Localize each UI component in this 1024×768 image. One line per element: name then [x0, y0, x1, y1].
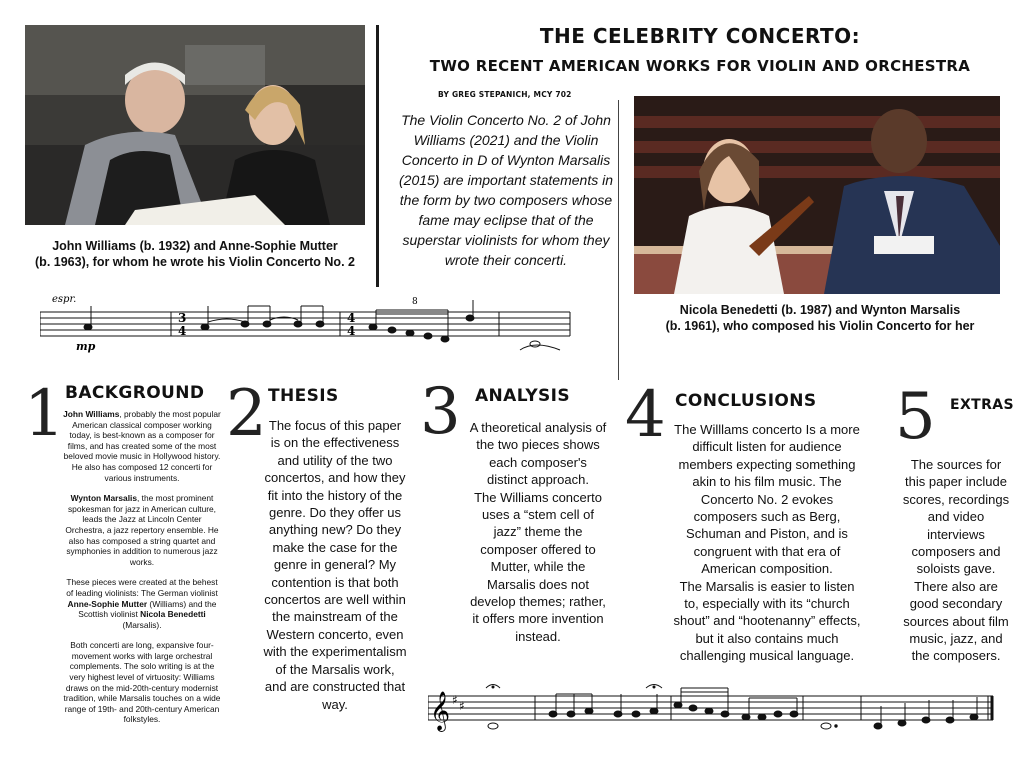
extras-body: The sources for this paper include scores, recordings and video interviews composers and soloists gave. There also are good secondary sources about film music, jazz, and the composers.	[902, 457, 1010, 664]
background-text-violinists-b: (Williams) and the Scottish violinist	[78, 598, 217, 620]
background-name-mutter: Anne-Sophie Mutter	[67, 598, 148, 609]
background-paragraph-3	[62, 577, 222, 630]
section-heading-thesis: THESIS	[268, 386, 339, 406]
background-paragraph-2	[62, 493, 222, 567]
abstract-text: The Violin Concerto No. 2 of John Williams (2021) and the Violin Concerto in D of Wynton Marsalis (2015) are important statements in the form by two composers whose fame may eclipse that of the superstar violinists for whom they wrote their concerti.	[399, 112, 613, 268]
espr-marking: espr.	[52, 294, 77, 305]
caption-right-line1: Nicola Benedetti (b. 1987) and Wynton Marsalis	[679, 303, 961, 317]
caption-left-line2: (b. 1963), for whom he wrote his Violin Concerto No. 2	[35, 255, 355, 269]
thesis-body: The focus of this paper is on the effectiveness and utility of the two concertos, and how they fit into the history of the genre. Do they offer us anything new? Do they make the case for the genre in general? My contention is that both concertos are well within the mainstream of the Western concerto, even with the experimentalism of the Marsalis work, and are constructed that way.	[263, 418, 407, 712]
background-name-marsalis: Wynton Marsalis	[70, 493, 138, 504]
section-number-3: 3	[420, 375, 461, 449]
background-paragraph-4: Both concerti are long, expansive four-movement works with large orchestral complements. The solo writing is at the very highest level of virtuosity: Williams draws on the mid-20th-century modernist tradition, while Marsalis touches on a wide range of 19th- and 20th-century American folkstyles.	[63, 640, 221, 725]
photo-benedetti-marsalis	[634, 96, 1000, 294]
caption-right-line2: (b. 1961), who composed his Violin Concerto for her	[665, 319, 975, 333]
time-sig-3-4-bottom: 4	[178, 324, 187, 338]
background-text-violinists-c: (Marsalis).	[122, 619, 162, 630]
background-paragraph-1	[62, 409, 222, 483]
key-sharp-2: ♯	[459, 699, 465, 713]
section-number-2: 2	[226, 377, 267, 451]
background-name-benedetti: Nicola Benedetti	[140, 609, 206, 620]
background-name-williams: John Williams	[63, 409, 120, 419]
section-number-4: 4	[625, 378, 666, 452]
section-heading-conclusions: CONCLUSIONS	[675, 391, 817, 411]
time-sig-4-4-top: 4	[347, 311, 356, 325]
photo-caption-left	[20, 238, 370, 270]
section-number-5: 5	[895, 380, 936, 454]
section-number-1: 1	[24, 377, 65, 451]
key-sharp-1: ♯	[452, 693, 458, 707]
background-text-marsalis: , the most prominent spokesman for jazz in American culture, leads the Jazz at Lincoln Center Orchestra, a jazz repertory ensemble. He also has composed a string quartet and symphonies in addition to numerous jazz works.	[65, 493, 219, 567]
treble-clef: 𝄞	[430, 691, 451, 731]
analysis-paragraph-2: The Williams concerto uses a “stem cell of jazz” theme the composer offered to Mutter, while the Marsalis does not develop themes; rather, it offers more invention instead.	[470, 489, 606, 644]
section-heading-extras: EXTRAS	[950, 397, 1015, 413]
page-title: THE CELEBRITY CONCERTO:	[539, 24, 861, 48]
conclusions-paragraph-1: The Willlams concerto Is a more difficult listen for audience members expecting something akin to his film music. The Concerto No. 2 evokes composers such as Berg, Schuman and Piston, and is congruent with that era of American composition.	[674, 422, 860, 577]
photo-caption-right	[630, 302, 1010, 334]
section-heading-background: BACKGROUND	[65, 383, 205, 403]
background-text-williams: , probably the most popular American classical composer working today, is best-known as a composer for films, and has created some of the most beloved movie music in Hollywood history. He also has composed 12 concerti for various instruments.	[63, 409, 221, 483]
conclusions-paragraph-2: The Marsalis is easier to listen to, especially with its “church shout” and “hootenanny” effects, but it also contains much challenging musical language.	[673, 578, 861, 664]
time-sig-4-4-bottom: 4	[347, 324, 356, 338]
analysis-paragraph-1: A theoretical analysis of the two pieces shows each composer's distinct approach.	[469, 420, 607, 488]
background-body	[62, 409, 222, 735]
vertical-divider-left	[376, 25, 379, 287]
caption-left-line1: John Williams (b. 1932) and Anne-Sophie Mutter	[52, 239, 338, 253]
dynamic-marking: mp	[76, 340, 96, 353]
conclusions-body	[672, 421, 862, 665]
analysis-body	[468, 419, 608, 645]
score-excerpt-bottom	[428, 678, 998, 748]
background-text-violinists-a: These pieces were created at the behest of leading violinists: The German violinist	[66, 577, 218, 598]
score-excerpt-top	[40, 292, 580, 358]
page-subtitle: TWO RECENT AMERICAN WORKS FOR VIOLIN AND ORCHESTRA	[429, 57, 971, 75]
octave-marking: 8	[412, 297, 418, 307]
photo-williams-mutter	[25, 25, 365, 225]
section-heading-analysis: ANALYSIS	[475, 386, 571, 406]
time-sig-3-4-top: 3	[178, 311, 187, 325]
byline: BY GREG STEPANICH, MCY 702	[438, 90, 572, 99]
